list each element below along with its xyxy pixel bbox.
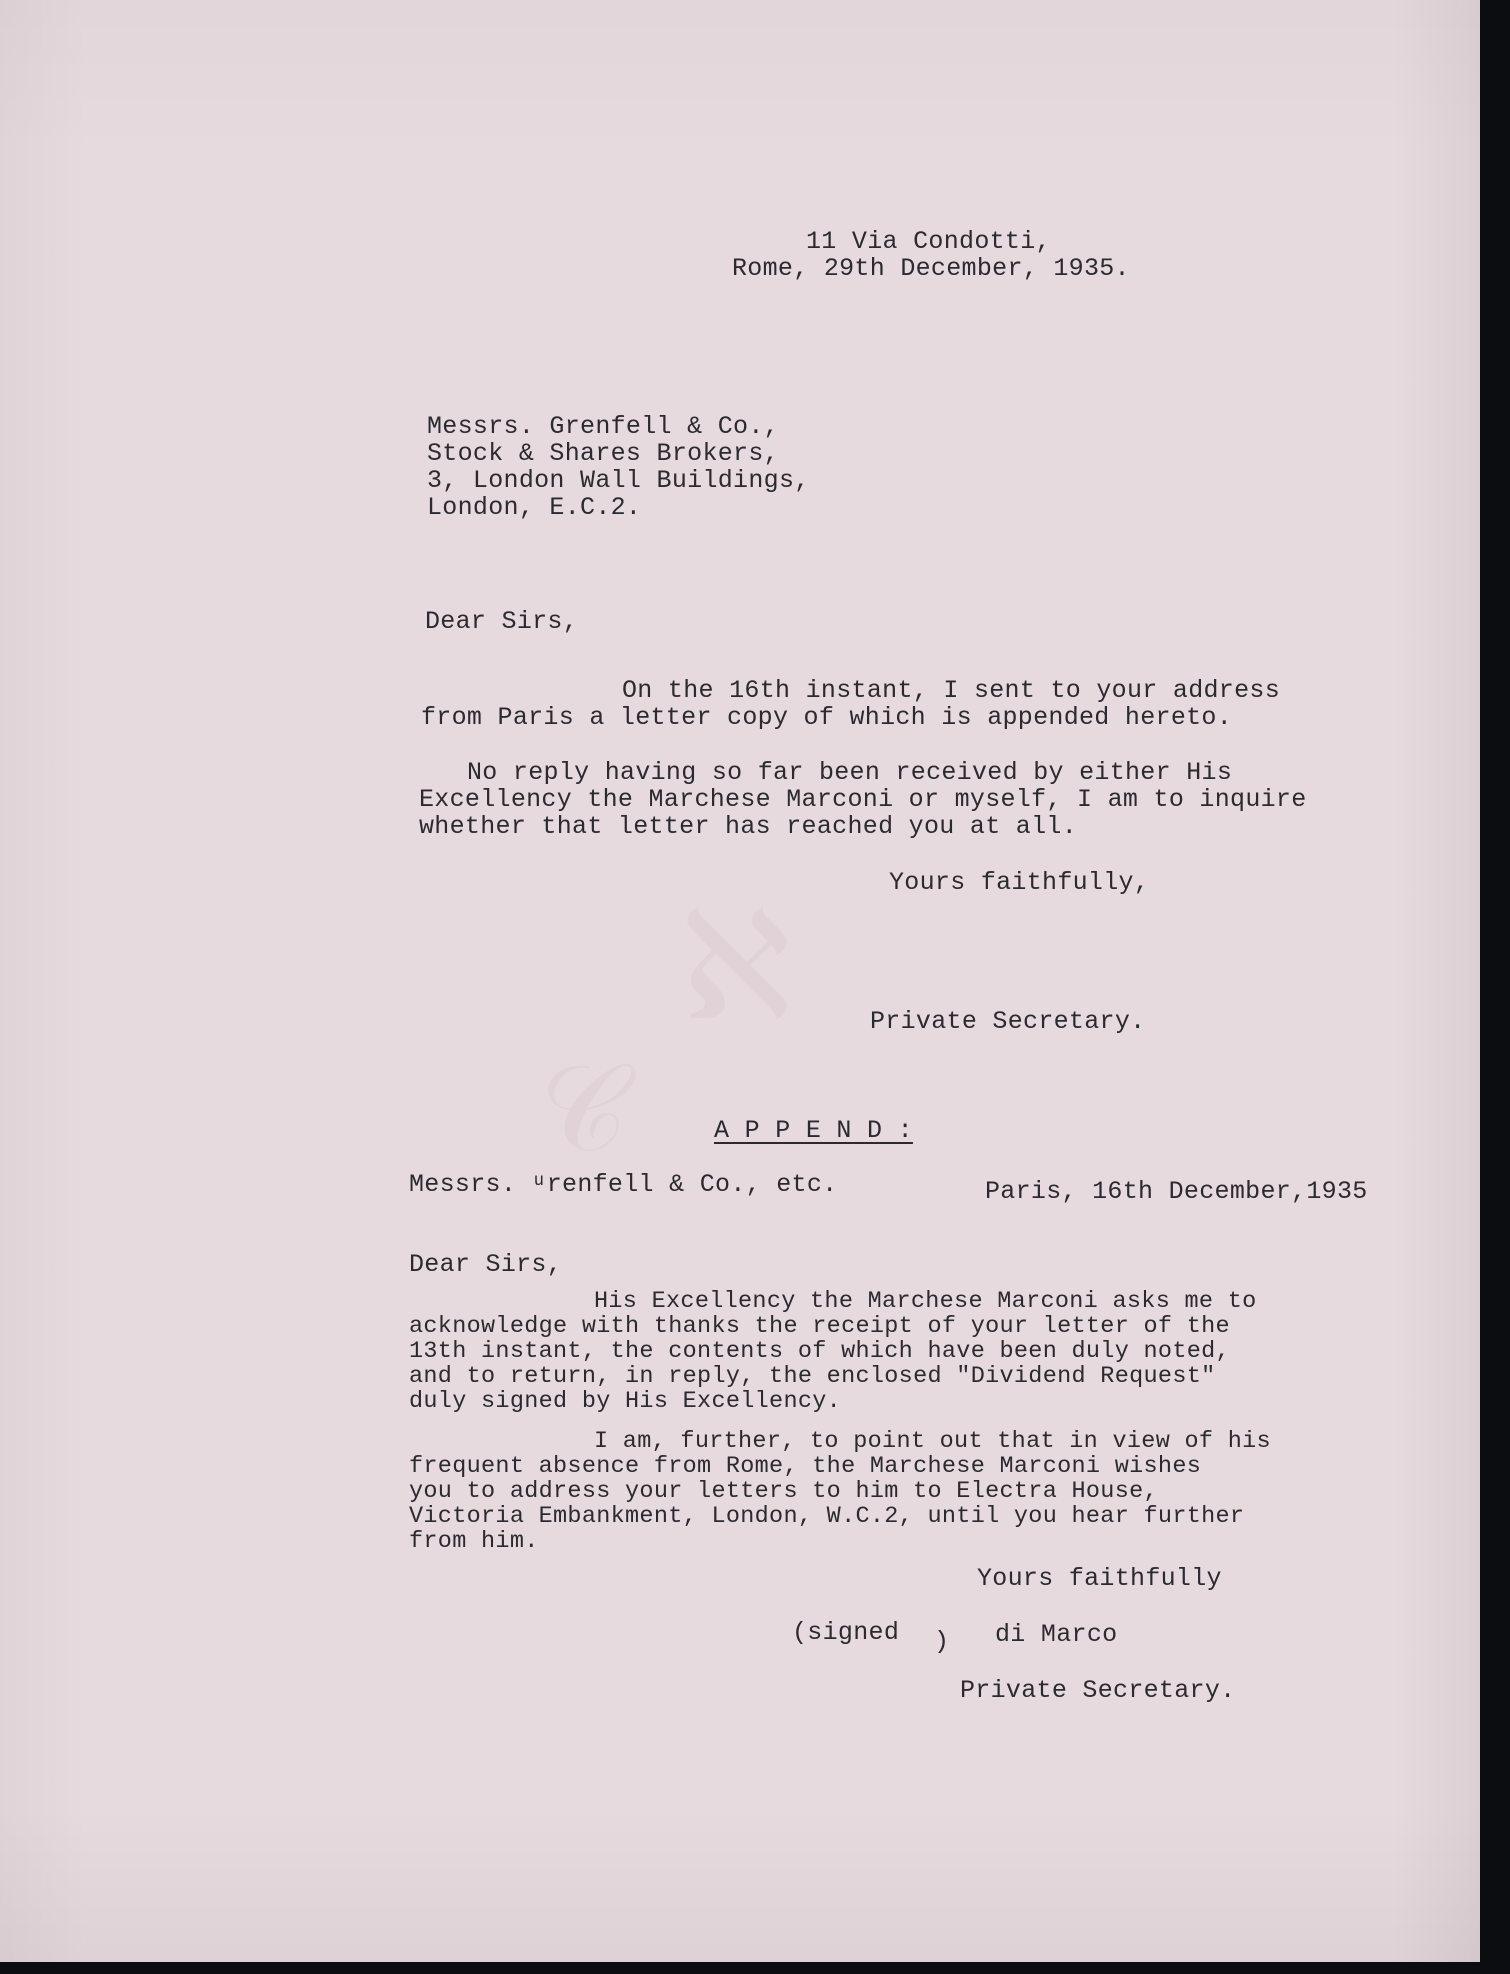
append-line-6: I am, further, to point out that in view of his [594, 1428, 1271, 1455]
append-line-1: His Excellency the Marchese Marconi asks me to [594, 1288, 1257, 1315]
para1-line1: On the 16th instant, I sent to your address [622, 676, 1281, 705]
sender-address-line1: 11 Via Condotti, [806, 227, 1051, 256]
append-line-3: 13th instant, the contents of which have been duly noted, [409, 1338, 1230, 1365]
append-salutation: Dear Sirs, [409, 1250, 563, 1279]
letter-date: Rome, 29th December, 1935. [732, 254, 1130, 283]
append-signed-open: (signed [792, 1618, 900, 1647]
bleed-through-mark-2: ℵ [680, 880, 796, 1054]
append-addressee: Messrs. ᵘrenfell & Co., etc. [409, 1170, 838, 1199]
para2-line2: Excellency the Marchese Marconi or myself, I am to inquire [419, 785, 1307, 814]
append-signed-close: ) [934, 1627, 950, 1656]
recipient-line2: Stock & Shares Brokers, [427, 439, 779, 468]
para2-line1: No reply having so far been received by either His [467, 758, 1233, 787]
append-signature-title: Private Secretary. [960, 1676, 1236, 1705]
append-line-8: you to address your letters to him to Electra House, [409, 1478, 1158, 1505]
salutation: Dear Sirs, [425, 607, 579, 636]
append-line-4: and to return, in reply, the enclosed "Dividend Request" [409, 1363, 1216, 1390]
para1-line2: from Paris a letter copy of which is appended hereto. [421, 703, 1233, 732]
append-line-5: duly signed by His Excellency. [409, 1388, 842, 1415]
append-line-10: from him. [409, 1528, 539, 1555]
closing: Yours faithfully, [889, 868, 1150, 897]
recipient-line4: London, E.C.2. [427, 493, 642, 522]
append-place-date: Paris, 16th December,1935 [985, 1177, 1368, 1206]
recipient-line3: 3, London Wall Buildings, [427, 466, 810, 495]
scan-border-bottom [0, 1962, 1510, 1974]
append-signed-name: di Marco [995, 1620, 1118, 1649]
append-line-7: frequent absence from Rome, the Marchese Marconi wishes [409, 1453, 1202, 1480]
append-closing: Yours faithfully [977, 1564, 1222, 1593]
scan-border-right [1480, 0, 1510, 1974]
append-line-2: acknowledge with thanks the receipt of your letter of the [409, 1313, 1230, 1340]
append-heading: A P P E N D : [714, 1116, 913, 1145]
bleed-through-mark: 𝒞 [537, 1038, 634, 1181]
recipient-line1: Messrs. Grenfell & Co., [427, 412, 779, 441]
para2-line3: whether that letter has reached you at all. [419, 812, 1078, 841]
signature-title: Private Secretary. [870, 1007, 1146, 1036]
append-line-9: Victoria Embankment, London, W.C.2, until you hear further [409, 1503, 1245, 1530]
